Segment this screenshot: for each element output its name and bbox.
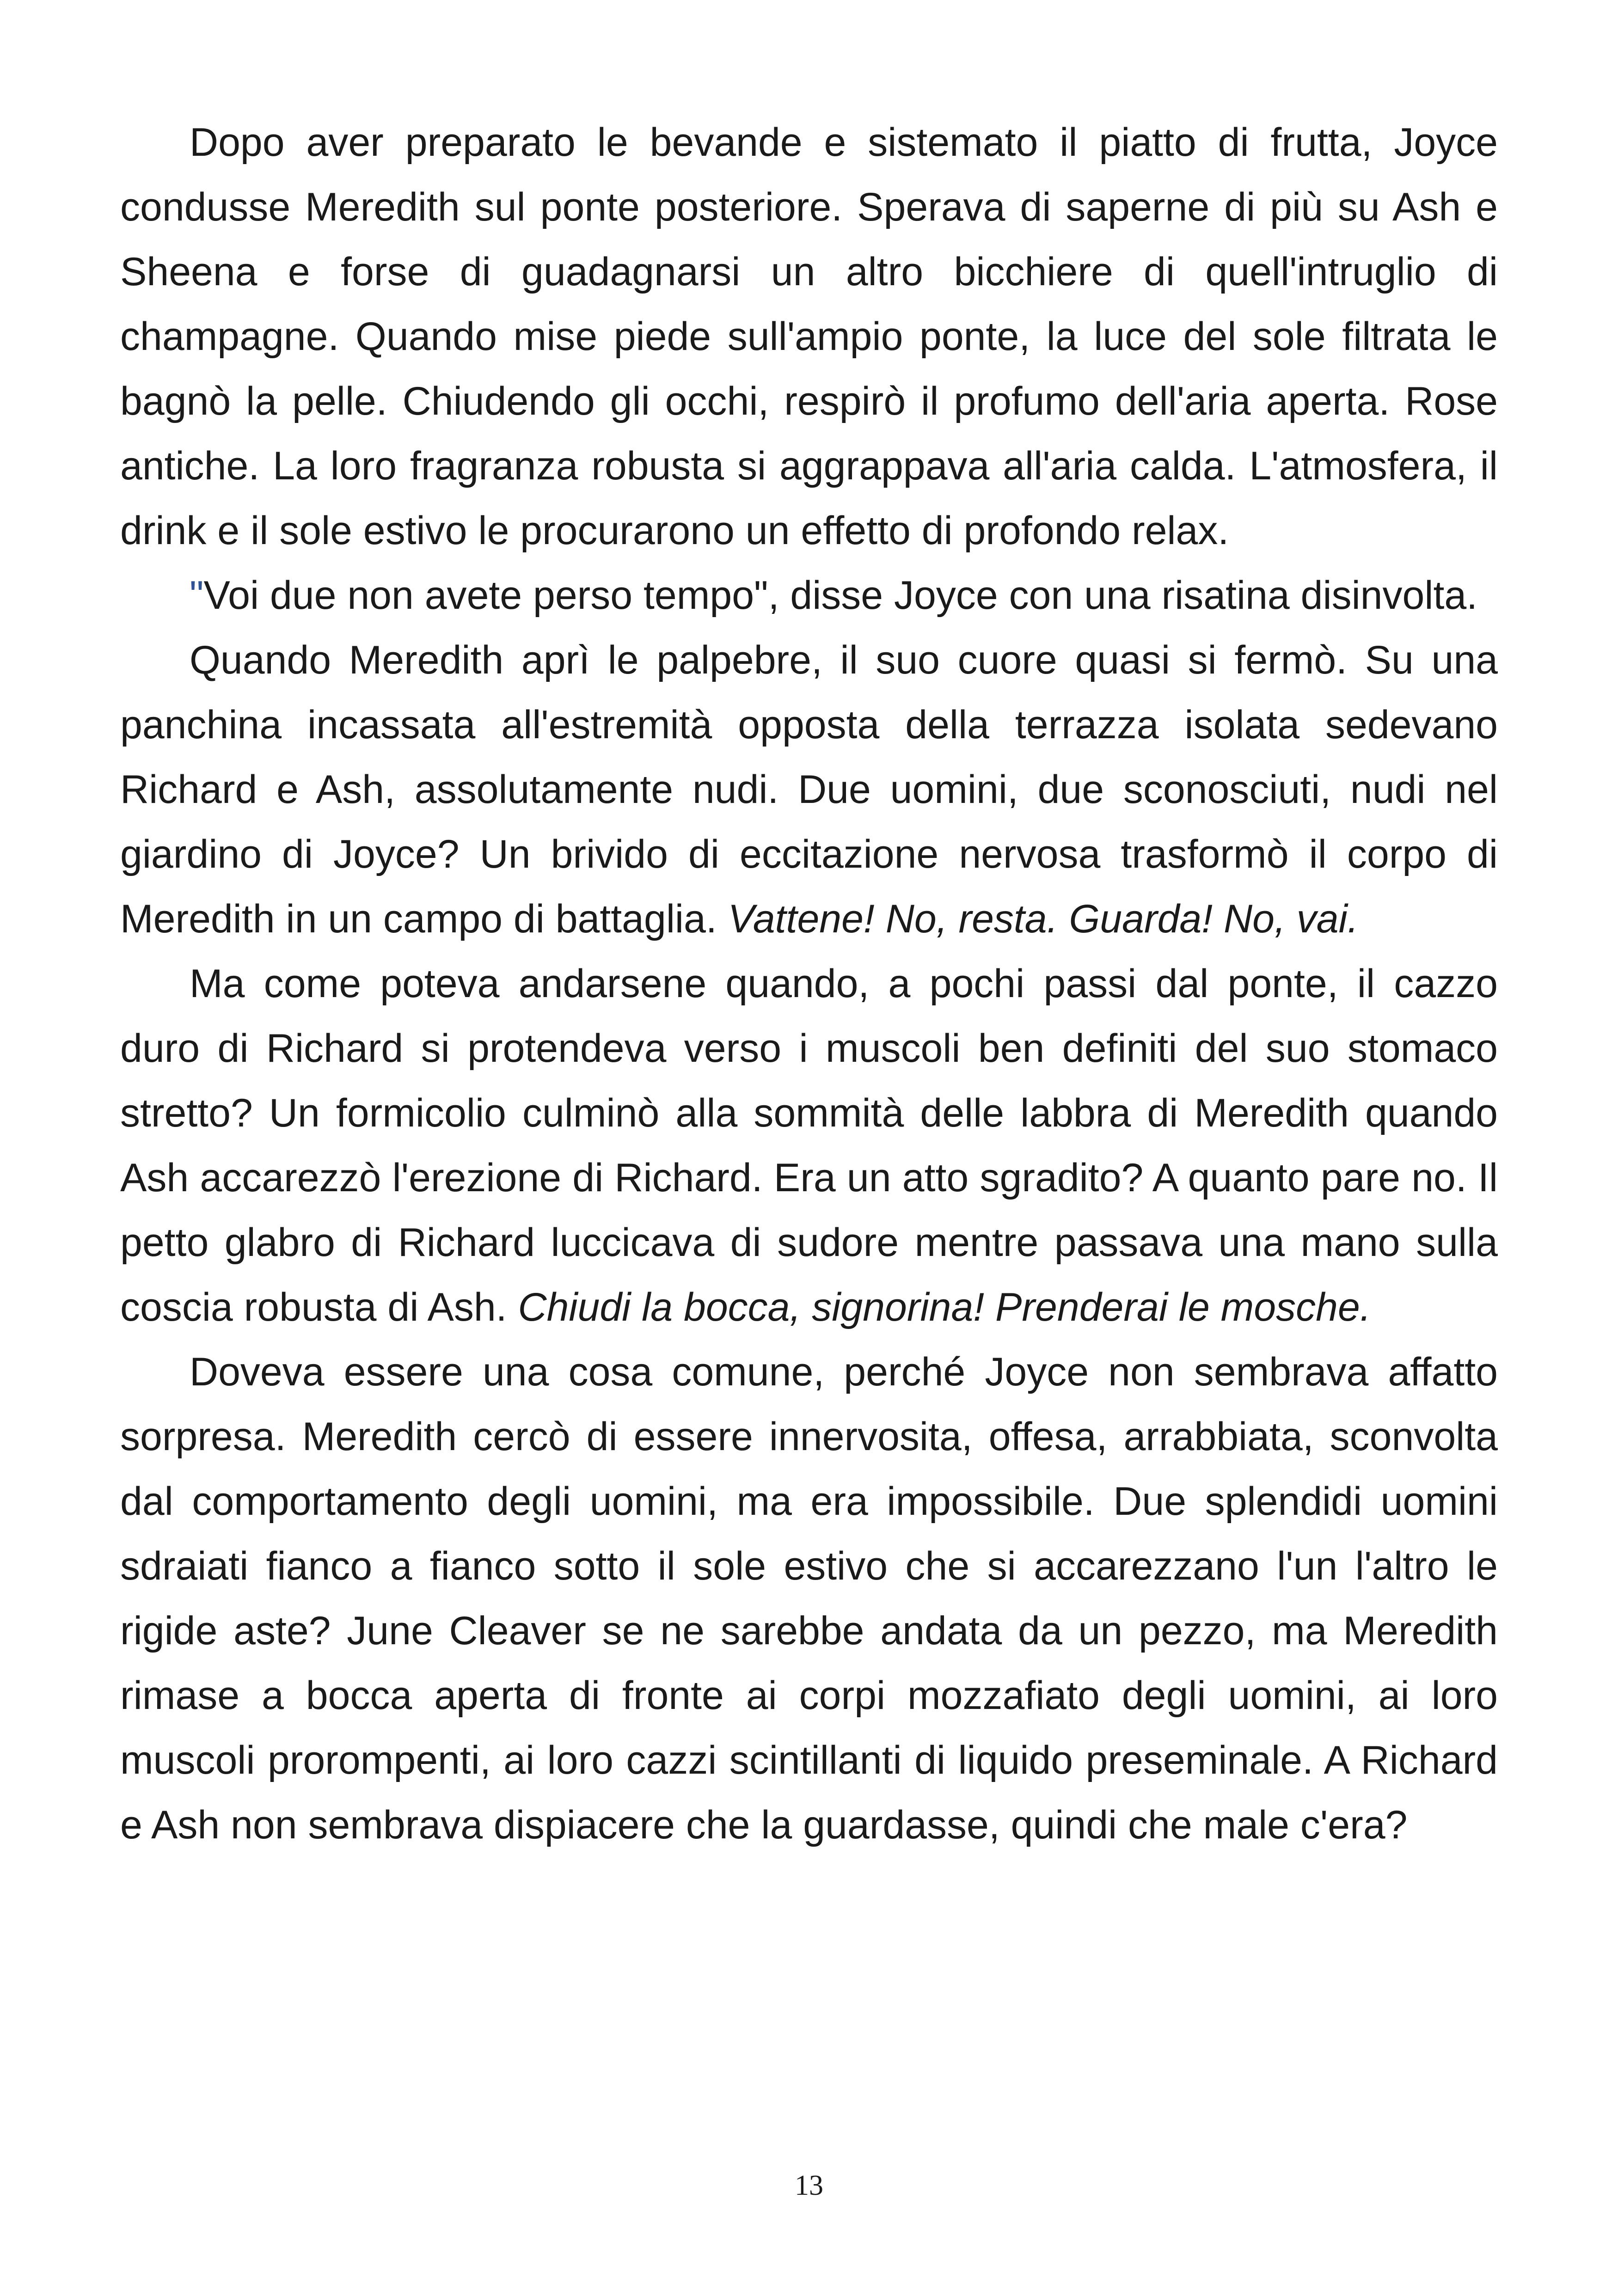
body-text (120, 110, 1498, 1857)
paragraph-5-text: Doveva essere una cosa comune, perché Joyce non sembrava affatto sorpresa. Meredith cercò di essere innervosita, offesa, arrabbiata, sconvolta dal comportamento degli uomini, ma era impossibile. Due splendidi uomini sdraiati fianco a fianco sotto il sole estivo che si accarezzano l'un l'altro le rigide aste? June Cleaver se ne sarebbe andata da un pezzo, ma Meredith rimase a bocca aperta di fronte ai corpi mozzafiato degli uomini, ai loro muscoli prorompenti, ai loro cazzi scintillanti di liquido preseminale. A Richard e Ash non sembrava dispiacere che la guardasse, quindi che male c'era? (120, 1350, 1498, 1847)
paragraph-1-text: Dopo aver preparato le bevande e sistemato il piatto di frutta, Joyce condusse Meredith sul ponte posteriore. Sperava di saperne di più su Ash e Sheena e forse di guadagnarsi un altro bicchiere di quell'intruglio di champagne. Quando mise piede sull'ampio ponte, la luce del sole filtrata le bagnò la pelle. Chiudendo gli occhi, respirò il profumo dell'aria aperta. Rose antiche. La loro fragranza robusta si aggrappava all'aria calda. L'atmosfera, il drink e il sole estivo le procurarono un effetto di profondo relax. (120, 120, 1498, 553)
paragraph-4-italic: Chiudi la bocca, signorina! Prenderai le mosche. (518, 1285, 1371, 1329)
paragraph-2 (120, 563, 1498, 628)
paragraph-2-open-quote: " (190, 573, 204, 618)
paragraph-3-text: Quando Meredith aprì le palpebre, il suo cuore quasi si fermò. Su una panchina incassata all'estremità opposta della terrazza isolata sedevano Richard e Ash, assolutamente nudi. Due uomini, due sconosciuti, nudi nel giardino di Joyce? Un brivido di eccitazione nervosa trasformò il corpo di Meredith in un campo di battaglia. (120, 638, 1498, 941)
paragraph-5 (120, 1340, 1498, 1857)
paragraph-4-text: Ma come poteva andarsene quando, a pochi passi dal ponte, il cazzo duro di Richard si protendeva verso i muscoli ben definiti del suo stomaco stretto? Un formicolio culminò alla sommità delle labbra di Meredith quando Ash accarezzò l'erezione di Richard. Era un atto sgradito? A quanto pare no. Il petto glabro di Richard luccicava di sudore mentre passava una mano sulla coscia robusta di Ash. (120, 961, 1498, 1329)
paragraph-3 (120, 628, 1498, 951)
paragraph-1 (120, 110, 1498, 563)
page-number: 13 (795, 2170, 823, 2201)
paragraph-4 (120, 951, 1498, 1340)
paragraph-3-italic: Vattene! No, resta. Guarda! No, vai. (728, 897, 1359, 941)
paragraph-2-text: Voi due non avete perso tempo", disse Joyce con una risatina disinvolta. (203, 573, 1478, 618)
